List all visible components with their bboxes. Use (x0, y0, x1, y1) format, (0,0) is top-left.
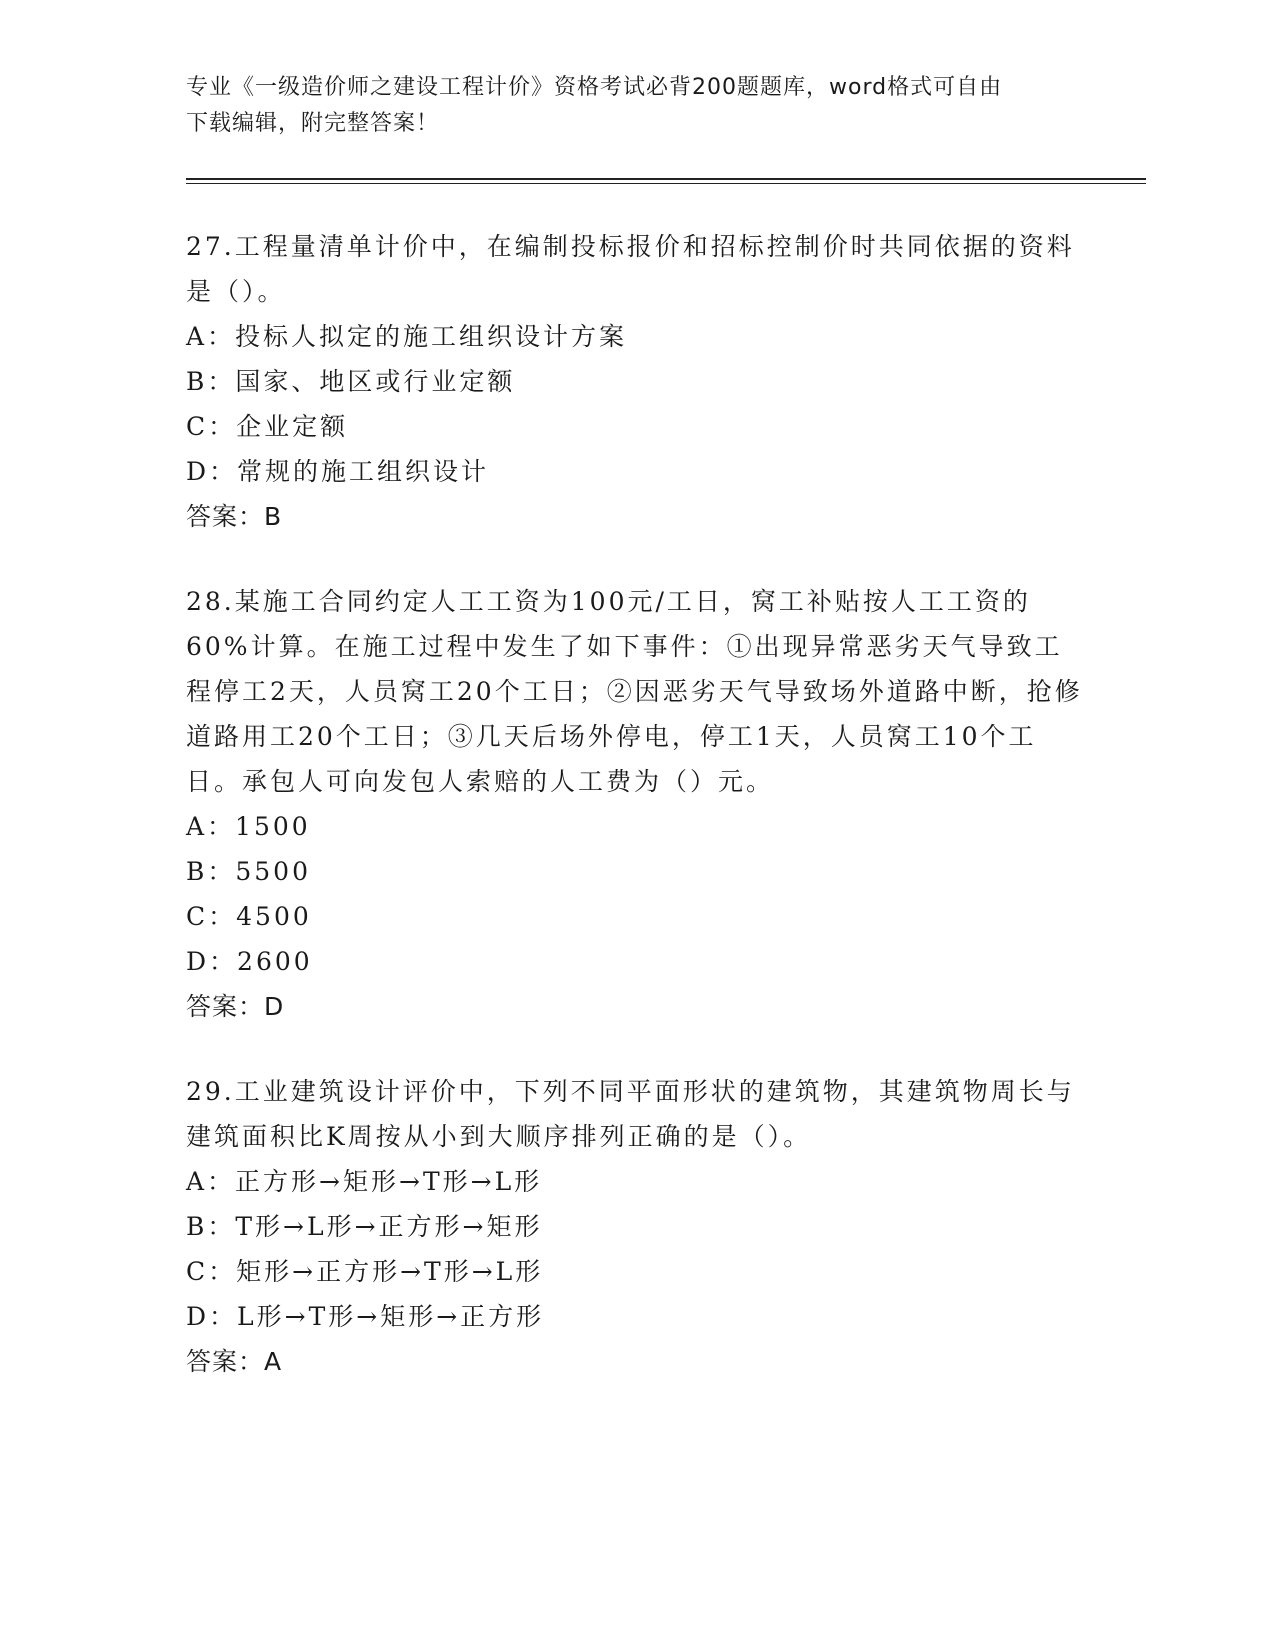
document-page (186, 70, 1146, 1384)
question-28 (186, 579, 1086, 1029)
header-line-2: 下载编辑，附完整答案！ (186, 111, 440, 136)
question-stem: 29.工业建筑设计评价中，下列不同平面形状的建筑物，其建筑物周长与建筑面积比K周按从小到大顺序排列正确的是（）。 (186, 1077, 1075, 1151)
option-a: A：1500 (186, 812, 311, 841)
document-header (186, 70, 1066, 142)
option-c: C：矩形→正方形→T形→L形 (186, 1257, 544, 1286)
option-d: D：2600 (186, 947, 313, 976)
header-divider (186, 178, 1146, 184)
option-b: B：T形→L形→正方形→矩形 (186, 1212, 543, 1241)
question-27 (186, 224, 1086, 539)
answer-label: 答案：B (186, 502, 283, 531)
option-c: C：企业定额 (186, 412, 349, 441)
option-c: C：4500 (186, 902, 312, 931)
question-29 (186, 1069, 1086, 1384)
answer-label: 答案：D (186, 992, 285, 1021)
option-b: B：5500 (186, 857, 311, 886)
question-stem: 28.某施工合同约定人工工资为100元/工日，窝工补贴按人工工资的60%计算。在施工过程中发生了如下事件：①出现异常恶劣天气导致工程停工2天，人员窝工20个工日；②因恶劣天气导致场外道路中断，抢修道路用工20个工日；③几天后场外停电，停工1天，人员窝工10个工日。承包人可向发包人索赔的人工费为（）元。 (186, 587, 1083, 796)
header-line-1: 专业《一级造价师之建设工程计价》资格考试必背200题题库，word格式可自由 (186, 75, 1003, 100)
option-a: A：投标人拟定的施工组织设计方案 (186, 322, 628, 351)
question-stem: 27.工程量清单计价中，在编制投标报价和招标控制价时共同依据的资料是（）。 (186, 232, 1075, 306)
answer-label: 答案：A (186, 1347, 283, 1376)
option-b: B：国家、地区或行业定额 (186, 367, 516, 396)
option-a: A：正方形→矩形→T形→L形 (186, 1167, 543, 1196)
option-d: D：常规的施工组织设计 (186, 457, 490, 486)
option-d: D：L形→T形→矩形→正方形 (186, 1302, 545, 1331)
